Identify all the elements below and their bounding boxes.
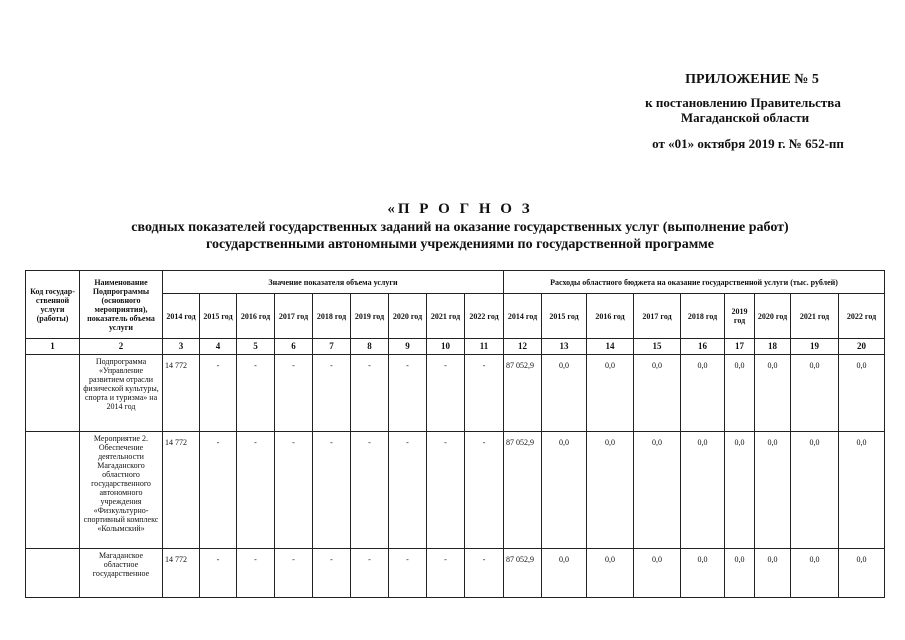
row-name: Магаданское областное государственное [80,549,163,598]
volume-cell: - [427,549,465,598]
volume-cell: - [389,549,427,598]
budget-cell: 0,0 [791,432,839,549]
volume-cell: - [465,549,504,598]
budget-cell: 0,0 [755,432,791,549]
budget-cell: 0,0 [542,432,587,549]
column-number: 16 [681,339,725,355]
budget-cell: 0,0 [681,549,725,598]
budget-cell: 0,0 [634,432,681,549]
attachment-line-2: Магаданской области [680,110,810,125]
budget-cell: 0,0 [791,355,839,432]
volume-cell: - [237,432,275,549]
column-number: 11 [465,339,504,355]
budget-cell: 0,0 [839,355,885,432]
table-row [26,355,885,432]
header-volume-year: 2020 год [389,294,427,339]
column-number: 19 [791,339,839,355]
header-budget-year: 2018 год [681,294,725,339]
column-number: 20 [839,339,885,355]
column-number: 5 [237,339,275,355]
header-volume-year: 2021 год [427,294,465,339]
volume-cell: 14 772 [163,432,200,549]
header-volume-year: 2022 год [465,294,504,339]
budget-cell: 87 052,9 [504,355,542,432]
header-code: Код государ-ственной услуги (работы) [26,271,80,339]
volume-cell: - [275,432,313,549]
row-name: Мероприятие 2. Обеспечение деятельности Магаданского областного государственного автономного учреждения «Физкультурно-спортивный комплекс «Колымский» [80,432,163,549]
budget-cell: 0,0 [791,549,839,598]
table-row [26,432,885,549]
budget-cell: 0,0 [839,549,885,598]
column-number: 17 [725,339,755,355]
header-budget-group: Расходы областного бюджета на оказание государственной услуги (тыс. рублей) [504,271,885,294]
budget-cell: 0,0 [725,432,755,549]
header-budget-year: 2016 год [587,294,634,339]
document-subtitle-line-2: государственными автономными учреждениями по государственной программе [206,237,714,252]
volume-cell: 14 772 [163,549,200,598]
budget-cell: 87 052,9 [504,432,542,549]
header-budget-year: 2019 год [725,294,755,339]
volume-cell: - [200,549,237,598]
header-volume-year: 2019 год [351,294,389,339]
volume-cell: - [427,432,465,549]
column-number: 6 [275,339,313,355]
volume-cell: - [351,432,389,549]
budget-cell: 0,0 [587,549,634,598]
header-volume-year: 2015 год [200,294,237,339]
header-volume-year: 2018 год [313,294,351,339]
budget-cell: 87 052,9 [504,549,542,598]
column-number: 1 [26,339,80,355]
column-number: 10 [427,339,465,355]
header-volume-group: Значение показателя объема услуги [163,271,504,294]
row-name: Подпрограмма «Управление развитием отрасли физической культуры, спорта и туризма» на 2014 год [80,355,163,432]
volume-cell: - [427,355,465,432]
volume-cell: - [313,355,351,432]
volume-cell: - [200,355,237,432]
column-number: 12 [504,339,542,355]
budget-cell: 0,0 [587,355,634,432]
column-number: 13 [542,339,587,355]
header-volume-year: 2014 год [163,294,200,339]
volume-cell: - [237,549,275,598]
header-volume-year: 2016 год [237,294,275,339]
column-number: 8 [351,339,389,355]
header-budget-year: 2017 год [634,294,681,339]
document-subtitle-line-1: сводных показателей государственных заданий на оказание государственных услуг (выполнение работ) [131,220,789,235]
volume-cell: - [465,432,504,549]
forecast-table [25,270,885,598]
header-name: Наименование Подпрограммы (основного мероприятия), показатель объема услуги [80,271,163,339]
column-number: 2 [80,339,163,355]
table-row [26,549,885,598]
attachment-date: от «01» октября 2019 г. № 652-пп [652,136,844,151]
header-budget-year: 2021 год [791,294,839,339]
volume-cell: - [351,549,389,598]
volume-cell: - [465,355,504,432]
row-code [26,355,80,432]
header-budget-year: 2020 год [755,294,791,339]
document-title: «П Р О Г Н О З [387,201,533,217]
volume-cell: - [313,432,351,549]
budget-cell: 0,0 [542,355,587,432]
header-budget-year: 2015 год [542,294,587,339]
attachment-line-1: к постановлению Правительства [645,95,841,110]
header-budget-year: 2022 год [839,294,885,339]
volume-cell: - [275,355,313,432]
budget-cell: 0,0 [634,355,681,432]
budget-cell: 0,0 [839,432,885,549]
row-code [26,432,80,549]
budget-cell: 0,0 [634,549,681,598]
volume-cell: - [237,355,275,432]
header-budget-year: 2014 год [504,294,542,339]
column-number: 14 [587,339,634,355]
header-volume-year: 2017 год [275,294,313,339]
column-number: 15 [634,339,681,355]
volume-cell: - [313,549,351,598]
volume-cell: 14 772 [163,355,200,432]
budget-cell: 0,0 [725,355,755,432]
budget-cell: 0,0 [587,432,634,549]
column-number: 7 [313,339,351,355]
attachment-title: ПРИЛОЖЕНИЕ № 5 [685,72,819,87]
row-code [26,549,80,598]
column-number: 4 [200,339,237,355]
budget-cell: 0,0 [681,355,725,432]
budget-cell: 0,0 [542,549,587,598]
volume-cell: - [389,355,427,432]
volume-cell: - [275,549,313,598]
budget-cell: 0,0 [755,549,791,598]
column-number: 9 [389,339,427,355]
column-number: 18 [755,339,791,355]
budget-cell: 0,0 [725,549,755,598]
budget-cell: 0,0 [681,432,725,549]
column-number: 3 [163,339,200,355]
volume-cell: - [200,432,237,549]
budget-cell: 0,0 [755,355,791,432]
volume-cell: - [351,355,389,432]
volume-cell: - [389,432,427,549]
